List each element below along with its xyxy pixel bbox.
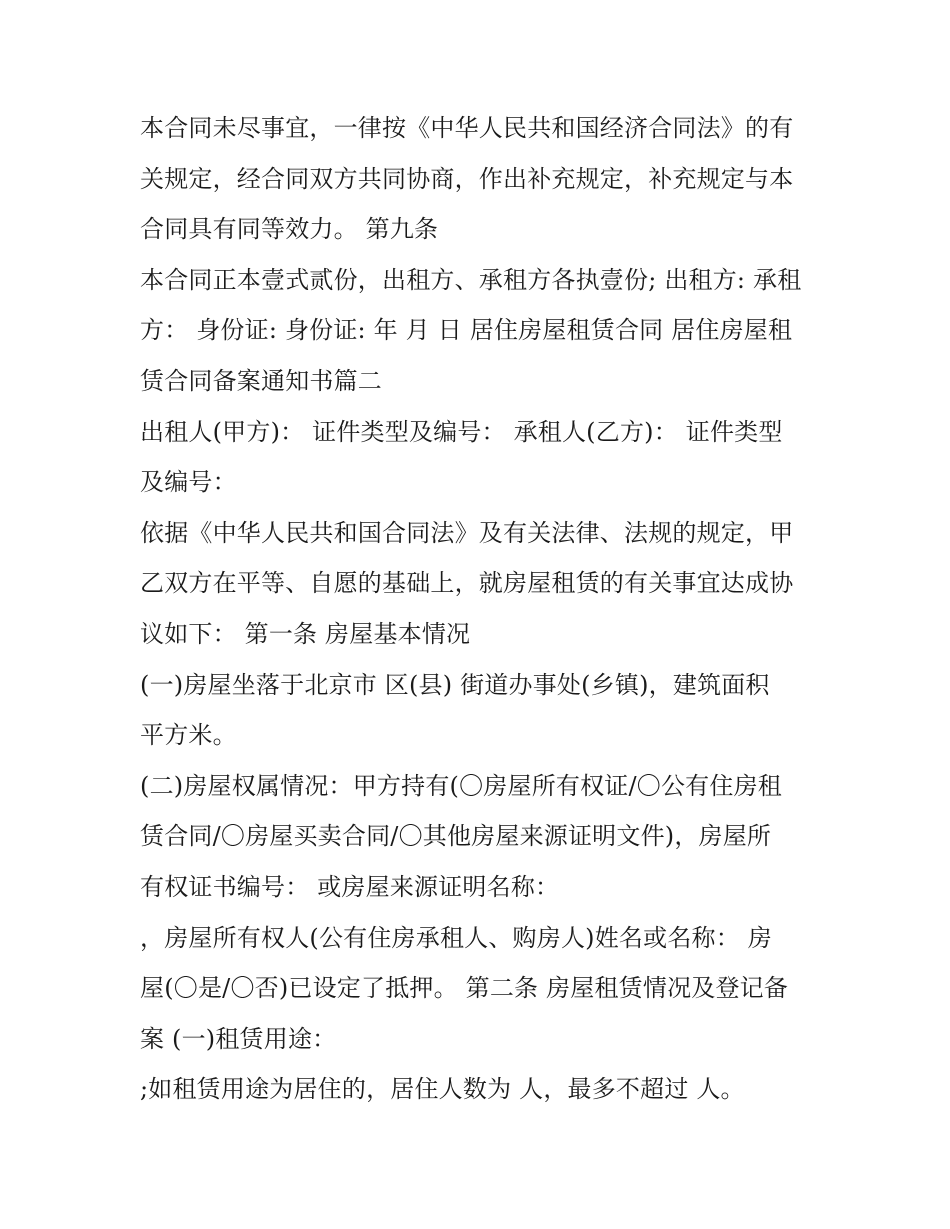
text-line: 方： 身份证: 身份证: 年 月 日 居住房屋租赁合同 居住房屋租 <box>140 316 793 345</box>
text-line: 赁合同/〇房屋买卖合同/〇其他房屋来源证明文件)，房屋所 <box>140 822 772 851</box>
text-line: 合同具有同等效力。 第九条 <box>140 215 439 244</box>
text-line: 赁合同备案通知书篇二 <box>140 366 382 395</box>
document-body <box>140 103 820 1115</box>
text-line: 本合同正本壹式贰份，出租方、承租方各执壹份; 出租方: 承租 <box>140 265 802 294</box>
text-line: 依据《中华人民共和国合同法》及有关法律、法规的规定，甲 <box>140 518 794 547</box>
text-line: 出租人(甲方)： 证件类型及编号： 承租人(乙方)： 证件类型 <box>140 417 783 446</box>
text-line: 乙双方在平等、自愿的基础上，就房屋租赁的有关事宜达成协 <box>140 569 794 598</box>
text-line: 案 (一)租赁用途： <box>140 1024 337 1053</box>
text-line: 及编号： <box>140 468 237 497</box>
text-line: ;如租赁用途为居住的，居住人数为 人，最多不超过 人。 <box>140 1075 745 1104</box>
text-line: 屋(〇是/〇否)已设定了抵押。 第二条 房屋租赁情况及登记备 <box>140 974 789 1003</box>
text-line: ，房屋所有权人(公有住房承租人、购房人)姓名或名称： 房 <box>140 923 772 952</box>
text-line: 平方米。 <box>140 721 237 750</box>
text-line: 本合同未尽事宜，一律按《中华人民共和国经济合同法》的有 <box>140 114 794 142</box>
text-line: 议如下： 第一条 房屋基本情况 <box>140 619 471 648</box>
text-line: 关规定，经合同双方共同协商，作出补充规定，补充规定与本 <box>140 164 794 193</box>
text-line: 有权证书编号： 或房屋来源证明名称： <box>140 872 560 901</box>
text-line: (一)房屋坐落于北京市 区(县) 街道办事处(乡镇)，建筑面积 <box>140 670 770 699</box>
text-line: (二)房屋权属情况：甲方持有(〇房屋所有权证/〇公有住房租 <box>140 771 782 800</box>
